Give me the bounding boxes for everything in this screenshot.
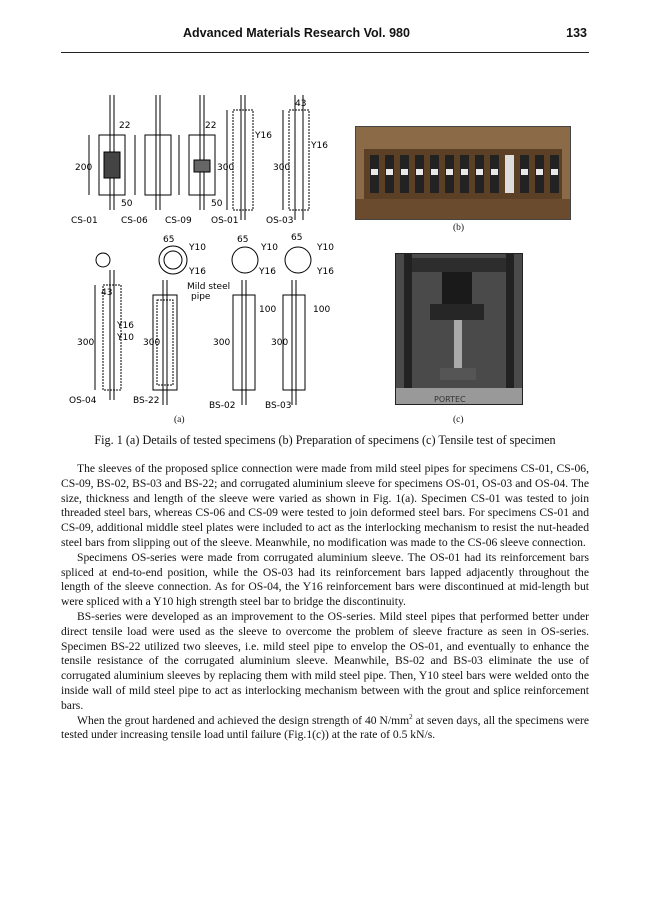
label-y16: Y16 (317, 267, 334, 277)
dim-22: 22 (119, 121, 131, 131)
dim-22: 22 (205, 121, 217, 131)
subfigure-c-label: (c) (453, 415, 464, 425)
dim-65: 65 (237, 235, 249, 245)
dim-100: 100 (259, 305, 277, 315)
dim-200: 200 (75, 163, 93, 173)
specimen-preparation-photo (355, 126, 571, 220)
dim-100: 100 (313, 305, 331, 315)
journal-title: Advanced Materials Research Vol. 980 (183, 26, 410, 40)
paragraph: The sleeves of the proposed splice connection were made from mild steel pipes for specimens CS-01, CS-06, CS-09, BS-02, BS-03 and BS-22; and corrugated aluminium sleeve for specimens OS-01, OS-03 and OS-04. The size, thickness and length of the sleeve were varied as shown in Fig. 1(a). Specimen CS-01 was tested to join threaded steel bars, whereas CS-06 and CS-09 were tested to join deformed steel bars. For specimens CS-01 and CS-09, additional middle steel plates were included to act as the interlocking mechanism to resist the nut-headed steel bars from slipping out of the sleeve. Meanwhile, no modification was made to the CS-06 sleeve connection. (61, 462, 589, 549)
label-y16: Y16 (189, 267, 206, 277)
label-os-01: OS-01 (211, 216, 239, 226)
label-y10: Y10 (261, 243, 278, 253)
figure-caption: Fig. 1 (a) Details of tested specimens (b) Preparation of specimens (c) Tensile test of specimen (94, 433, 556, 447)
label-y16: Y16 (311, 141, 328, 151)
dim-43: 43 (295, 99, 307, 109)
dim-300: 300 (77, 338, 95, 348)
dim-50: 50 (211, 199, 223, 209)
paragraph: When the grout hardened and achieved the design strength of 40 $N/mm^2$ at seven days, all the specimens were tested under increasing tensile load until failure (Fig.1(c)) at the rate of 0.5 kN/s. (61, 712, 589, 742)
subfigure-b-label: (b) (453, 223, 465, 233)
label-y16: Y16 (259, 267, 276, 277)
dim-300: 300 (213, 338, 231, 348)
paragraph: BS-series were developed as an improvement to the OS-series. Mild steel pipes that performed better under direct tensile load were used as the sleeve to overcome the problem of sleeve fracture as seen in OS-series. Specimen BS-22 utilized two sleeves, i.e. mild steel pipe to envelop the OS-01, and eventually to enhance the tensile resistance of the corrugated aluminium sleeve. Meanwhile, BS-02 and BS-03 eliminate the use of corrugated aluminium sleeves by replacing them with mild steel pipe. Then, Y10 steel bars were welded onto the inside wall of mild steel pipe to act as interlocking mechanism between with the grout and splice reinforcement bars. (61, 609, 589, 712)
body-text (61, 462, 589, 743)
subfigure-a-label: (a) (174, 415, 185, 425)
label-y16: Y16 (255, 131, 272, 141)
dim-300: 300 (143, 338, 161, 348)
dim-43: 43 (101, 288, 113, 298)
label-bs-03: BS-03 (265, 401, 292, 411)
portec-text: PORTEC (434, 395, 466, 404)
label-pipe: pipe (191, 292, 211, 302)
label-mild-steel: Mild steel (187, 282, 231, 292)
label-cs-01: CS-01 (71, 216, 98, 226)
dim-65: 65 (163, 235, 175, 245)
page-number: 133 (566, 26, 587, 40)
label-os-03: OS-03 (266, 216, 294, 226)
label-y10: Y10 (317, 243, 334, 253)
label-bs-02: BS-02 (209, 401, 236, 411)
dim-300: 300 (273, 163, 291, 173)
label-y16: Y16 (117, 321, 134, 331)
dim-50: 50 (121, 199, 133, 209)
label-os-04: OS-04 (69, 396, 97, 406)
label-y10: Y10 (117, 333, 134, 343)
dim-300: 300 (271, 338, 289, 348)
label-cs-06: CS-06 (121, 216, 148, 226)
label-bs-22: BS-22 (133, 396, 160, 406)
label-y10: Y10 (189, 243, 206, 253)
running-header (61, 24, 589, 53)
dim-65: 65 (291, 233, 303, 243)
dim-300: 300 (217, 163, 235, 173)
tensile-test-photo (395, 253, 523, 405)
label-cs-09: CS-09 (165, 216, 192, 226)
specimen-drawings (61, 90, 351, 415)
paragraph: Specimens OS-series were made from corrugated aluminium sleeve. The OS-01 had its reinforcement bars spliced at end-to-end position, while the OS-03 had its reinforcement bars lapped adjacently throughout the length of the sleeve connection. As for OS-04, the Y16 reinforcement bars were discontinued at mid-length but were spliced with a Y10 high strength steel bar to bridge the discontinuity. (61, 550, 589, 609)
figure-1 (61, 85, 589, 430)
